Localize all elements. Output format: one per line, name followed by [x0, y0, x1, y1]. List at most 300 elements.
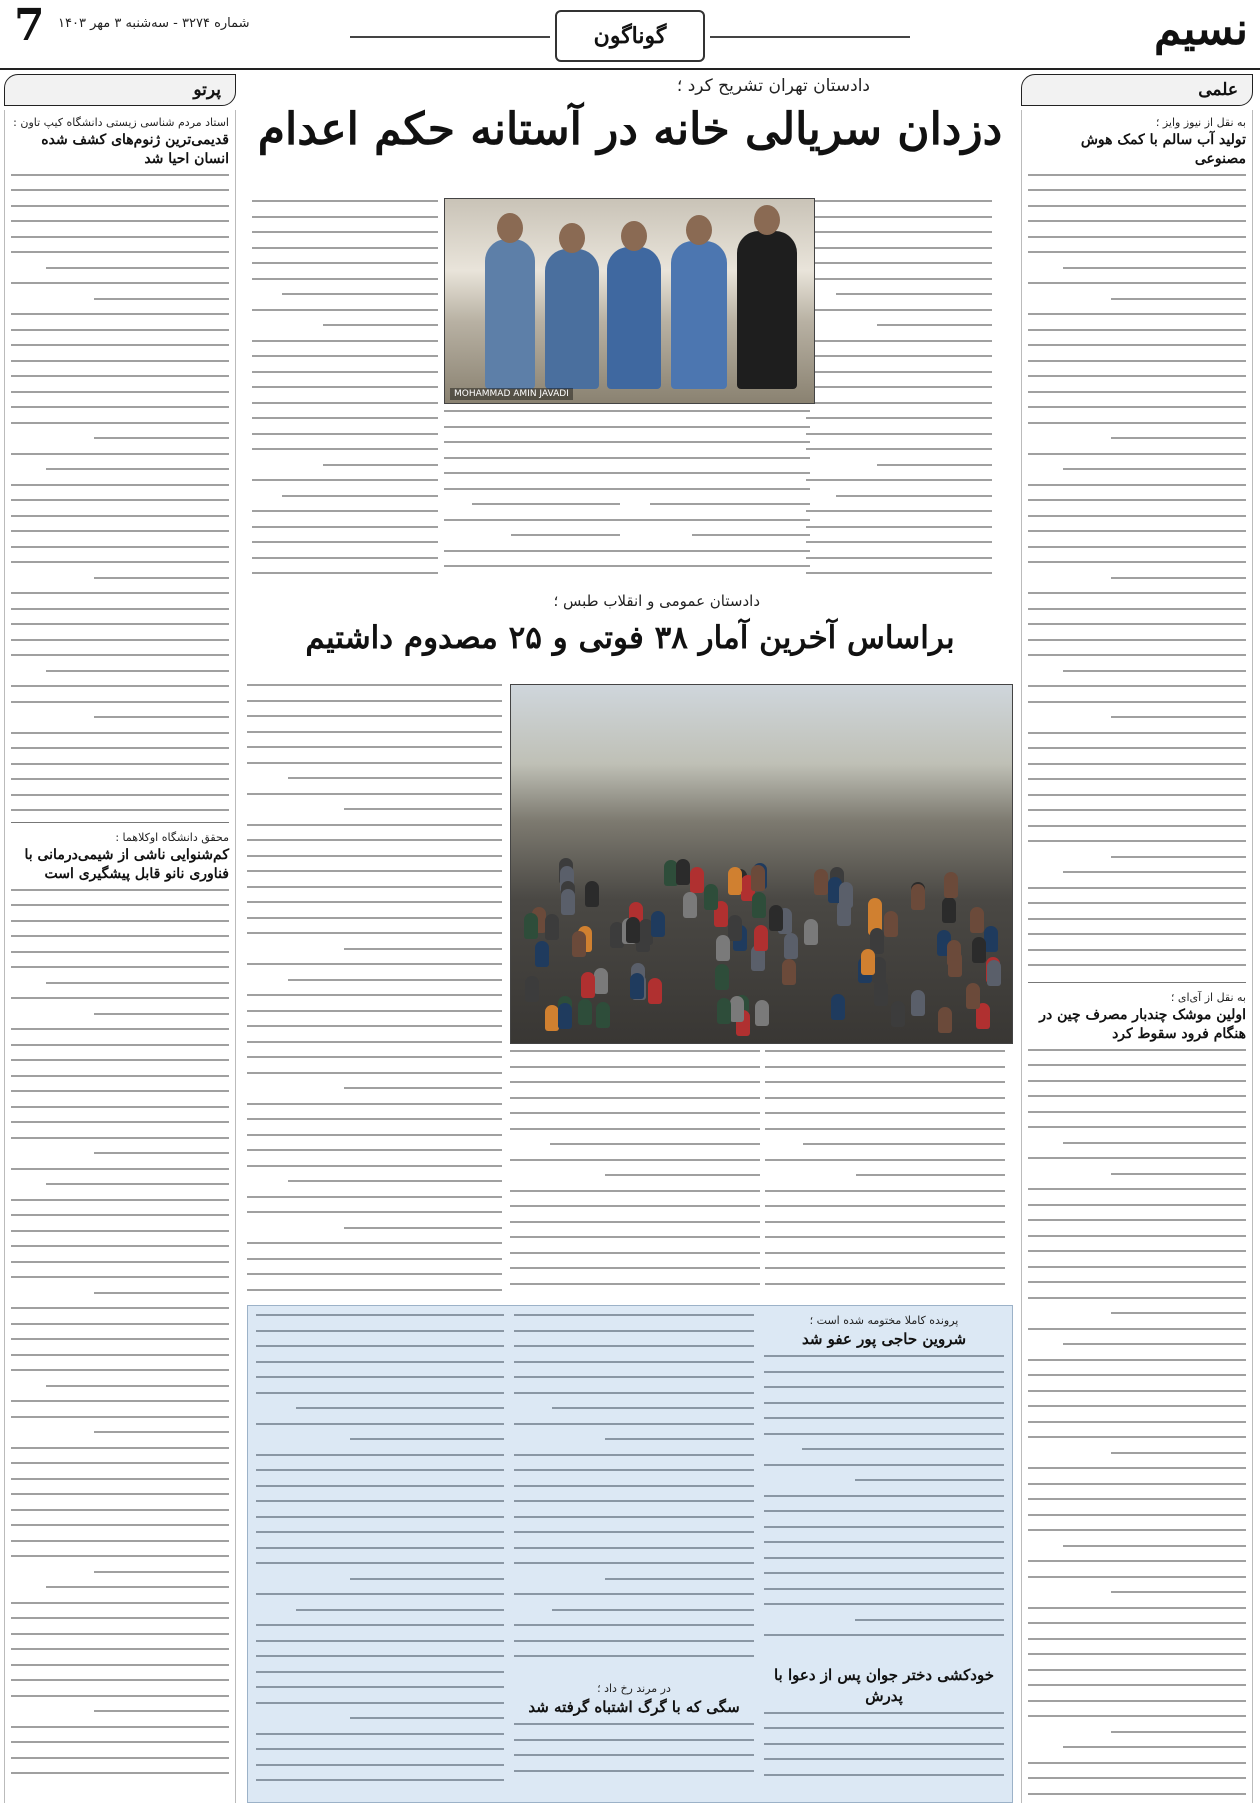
text-line: [350, 1438, 504, 1440]
text-line: [11, 778, 229, 780]
text-line: [288, 979, 502, 981]
text-line: [11, 1509, 229, 1511]
person-head: [621, 221, 647, 251]
text-line: [256, 1748, 504, 1750]
text-line: [1028, 1762, 1246, 1764]
text-line: [764, 1371, 1004, 1373]
text-line: [806, 386, 992, 388]
lead-story-col3: [252, 200, 438, 578]
text-line: [11, 1214, 229, 1216]
text-line: [1028, 499, 1246, 501]
text-line: [11, 1617, 229, 1619]
text-line: [1028, 1235, 1246, 1237]
text-line: [1028, 778, 1246, 780]
text-line: [1063, 267, 1246, 269]
text-line: [514, 1500, 754, 1502]
text-line: [11, 313, 229, 315]
text-line: [514, 1361, 754, 1363]
text-line: [855, 1479, 1004, 1481]
text-line: [620, 519, 810, 521]
crowd-figure: [651, 911, 665, 937]
text-line: [11, 1602, 229, 1604]
text-line: [444, 488, 620, 490]
text-line: [11, 763, 229, 765]
section-title: گوناگون: [555, 10, 705, 62]
text-line: [806, 417, 992, 419]
text-line: [11, 499, 229, 501]
text-line: [514, 1723, 754, 1725]
text-line: [11, 1121, 229, 1123]
text-line: [765, 1283, 1005, 1285]
text-line: [877, 324, 992, 326]
text-line: [252, 557, 438, 559]
lead-story-col2a: [620, 410, 810, 580]
text-line: [1028, 763, 1246, 765]
crowd-figure: [716, 935, 730, 961]
text-line: [510, 1221, 760, 1223]
text-line: [764, 1758, 1004, 1760]
text-line: [282, 293, 438, 295]
text-line: [11, 1106, 229, 1108]
text-line: [514, 1314, 754, 1316]
text-line: [256, 1361, 504, 1363]
text-line: [256, 1485, 504, 1487]
text-line: [1028, 1715, 1246, 1717]
text-line: [620, 457, 810, 459]
crowd-figure: [535, 941, 549, 967]
text-line: [94, 1431, 229, 1433]
text-line: [510, 1205, 760, 1207]
crowd-figure: [525, 976, 539, 1002]
text-line: [803, 1143, 1005, 1145]
text-line: [1028, 1297, 1246, 1299]
text-line: [11, 406, 229, 408]
text-line: [256, 1733, 504, 1735]
text-line: [806, 200, 992, 202]
text-line: [11, 639, 229, 641]
text-line: [806, 402, 992, 404]
second-story-kicker: دادستان عمومی و انقلاب طبس ؛: [553, 592, 760, 610]
text-line: [252, 417, 438, 419]
crowd-figure: [704, 884, 718, 910]
text-line: [765, 1236, 1005, 1238]
text-line: [514, 1330, 754, 1332]
text-line: [1028, 701, 1246, 703]
text-line: [247, 1242, 502, 1244]
text-line: [11, 654, 229, 656]
text-line: [247, 1165, 502, 1167]
text-line: [764, 1588, 1004, 1590]
text-line: [94, 298, 229, 300]
masthead-rule: [710, 36, 910, 38]
text-line: [514, 1640, 754, 1642]
text-line: [1063, 1343, 1246, 1345]
partow-article1-title: قدیمی‌ترین ژنوم‌های کشف شده انسان احیا شد: [41, 132, 229, 167]
text-line: [11, 360, 229, 362]
text-line: [514, 1547, 754, 1549]
text-line: [247, 700, 502, 702]
text-line: [806, 572, 992, 574]
text-line: [256, 1671, 504, 1673]
text-line: [11, 809, 229, 811]
crowd-figure: [683, 892, 697, 918]
text-line: [855, 1619, 1004, 1621]
person-figure: [607, 247, 661, 389]
crowd-figure: [730, 996, 744, 1022]
text-line: [764, 1510, 1004, 1512]
text-line: [692, 534, 810, 536]
text-line: [510, 1081, 760, 1083]
text-line: [620, 410, 810, 412]
text-line: [247, 886, 502, 888]
text-line: [344, 1087, 502, 1089]
text-line: [1028, 654, 1246, 656]
crowd-figure: [717, 998, 731, 1024]
text-line: [11, 1524, 229, 1526]
text-line: [252, 510, 438, 512]
text-line: [11, 1338, 229, 1340]
text-line: [1028, 949, 1246, 951]
text-line: [806, 355, 992, 357]
text-line: [1028, 1498, 1246, 1500]
text-line: [1028, 546, 1246, 548]
second-story-col-a: [765, 1050, 1005, 1298]
text-line: [764, 1464, 1004, 1466]
text-line: [11, 422, 229, 424]
text-line: [1028, 375, 1246, 377]
text-line: [11, 1555, 229, 1557]
text-line: [11, 1354, 229, 1356]
text-line: [620, 441, 810, 443]
text-line: [510, 1159, 760, 1161]
person-head: [559, 223, 585, 253]
text-line: [344, 948, 502, 950]
brief-1-title: شروین حاجی پور عفو شد: [801, 1330, 967, 1348]
crowd-figure: [831, 994, 845, 1020]
text-line: [11, 282, 229, 284]
crowd-figure: [839, 882, 853, 908]
text-line: [836, 495, 992, 497]
text-line: [514, 1655, 754, 1657]
text-line: [806, 510, 992, 512]
science-article1-kicker: به نقل از نیوز وایز ؛: [1155, 116, 1246, 129]
partow-column-label: پرتو: [193, 80, 221, 100]
partow-column-header: [4, 74, 236, 106]
crowd-figure: [630, 973, 644, 999]
text-line: [765, 1159, 1005, 1161]
text-line: [1028, 1638, 1246, 1640]
text-line: [1028, 592, 1246, 594]
text-line: [11, 484, 229, 486]
text-line: [764, 1386, 1004, 1388]
brief-3-kicker: در مرند رخ داد ؛: [597, 1682, 671, 1695]
text-line: [11, 1540, 229, 1542]
science-article2-title: اولین موشک چندبار مصرف چین در هنگام فرود سقوط کرد: [1039, 1006, 1246, 1042]
text-line: [247, 1056, 502, 1058]
text-line: [11, 391, 229, 393]
text-line: [256, 1376, 504, 1378]
text-line: [11, 1137, 229, 1139]
text-line: [46, 982, 229, 984]
crowd-figure: [911, 990, 925, 1016]
crowd-figure: [948, 951, 962, 977]
text-line: [247, 1103, 502, 1105]
text-line: [11, 1400, 229, 1402]
text-line: [1028, 794, 1246, 796]
text-line: [11, 1323, 229, 1325]
text-line: [252, 448, 438, 450]
text-line: [11, 561, 229, 563]
text-line: [252, 526, 438, 528]
crowd-figure: [970, 907, 984, 933]
text-line: [11, 1199, 229, 1201]
text-line: [46, 267, 229, 269]
text-line: [764, 1572, 1004, 1574]
text-line: [11, 966, 229, 968]
text-line: [1028, 391, 1246, 393]
crowd-figure: [561, 889, 575, 915]
text-line: [510, 1236, 760, 1238]
text-line: [11, 515, 229, 517]
text-line: [514, 1454, 754, 1456]
crowd-figure: [596, 1002, 610, 1028]
text-line: [1028, 1374, 1246, 1376]
crowd-figure: [938, 1007, 952, 1033]
text-line: [1028, 1467, 1246, 1469]
text-line: [1028, 1793, 1246, 1795]
text-line: [764, 1727, 1004, 1729]
text-line: [1028, 1204, 1246, 1206]
text-line: [1028, 1700, 1246, 1702]
text-line: [1028, 1328, 1246, 1330]
text-line: [11, 951, 229, 953]
text-line: [247, 932, 502, 934]
text-line: [765, 1221, 1005, 1223]
briefs-box: [247, 1305, 1013, 1803]
text-line: [282, 495, 438, 497]
text-line: [605, 1438, 754, 1440]
text-line: [1111, 1591, 1246, 1593]
second-story-photo: [510, 684, 1013, 1044]
text-line: [11, 1695, 229, 1697]
text-line: [806, 371, 992, 373]
text-line: [764, 1712, 1004, 1714]
crowd-figure: [690, 867, 704, 893]
text-line: [1028, 840, 1246, 842]
text-line: [256, 1392, 504, 1394]
text-line: [836, 293, 992, 295]
partow-article2-title: کم‌شنوایی ناشی از شیمی‌درمانی با فناوری نانو قابل پیشگیری است: [24, 846, 229, 882]
article-divider: [11, 822, 229, 823]
crowd-figure: [558, 1003, 572, 1029]
text-line: [11, 205, 229, 207]
brief-1: [764, 1314, 1004, 1796]
crowd-figure: [861, 949, 875, 975]
text-line: [11, 251, 229, 253]
text-line: [11, 1028, 229, 1030]
text-line: [1111, 298, 1246, 300]
text-line: [247, 1025, 502, 1027]
partow-article2-body: [11, 889, 229, 1779]
text-line: [247, 1072, 502, 1074]
person-head: [497, 213, 523, 243]
lead-story-headline: دزدان سریالی خانه در آستانه حکم اعدام: [257, 104, 1003, 155]
text-line: [510, 1283, 760, 1285]
masthead-rule: [350, 36, 550, 38]
text-line: [764, 1526, 1004, 1528]
text-line: [11, 920, 229, 922]
text-line: [350, 1578, 504, 1580]
text-line: [252, 200, 438, 202]
text-line: [806, 231, 992, 233]
text-line: [94, 1571, 229, 1573]
text-line: [247, 1134, 502, 1136]
text-line: [252, 278, 438, 280]
text-line: [1028, 251, 1246, 253]
text-line: [11, 1462, 229, 1464]
text-line: [288, 777, 502, 779]
text-line: [1028, 732, 1246, 734]
text-line: [510, 1066, 760, 1068]
partow-article1-body: [11, 174, 229, 814]
text-line: [256, 1454, 504, 1456]
crowd-figure: [545, 1005, 559, 1031]
text-line: [247, 824, 502, 826]
text-line: [247, 963, 502, 965]
crowd-figure: [972, 937, 986, 963]
text-line: [764, 1433, 1004, 1435]
text-line: [247, 917, 502, 919]
text-line: [256, 1314, 504, 1316]
text-line: [514, 1469, 754, 1471]
text-line: [11, 1679, 229, 1681]
text-line: [764, 1743, 1004, 1745]
text-line: [764, 1417, 1004, 1419]
text-line: [11, 701, 229, 703]
text-line: [11, 1478, 229, 1480]
text-line: [1028, 1576, 1246, 1578]
text-line: [1028, 406, 1246, 408]
text-line: [1028, 1188, 1246, 1190]
crowd-figure: [874, 980, 888, 1006]
text-line: [11, 329, 229, 331]
text-line: [1028, 639, 1246, 641]
text-line: [344, 1227, 502, 1229]
text-line: [350, 1717, 504, 1719]
text-line: [256, 1516, 504, 1518]
text-line: [247, 839, 502, 841]
text-line: [806, 262, 992, 264]
text-line: [1028, 1622, 1246, 1624]
text-line: [1028, 933, 1246, 935]
text-line: [806, 309, 992, 311]
text-line: [252, 216, 438, 218]
text-line: [806, 278, 992, 280]
text-line: [11, 732, 229, 734]
text-line: [256, 1764, 504, 1766]
text-line: [1028, 887, 1246, 889]
text-line: [806, 433, 992, 435]
partow-article1-kicker: استاد مردم شناسی زیستی دانشگاه کیپ تاون :: [13, 116, 229, 129]
text-line: [511, 534, 620, 536]
text-line: [444, 426, 620, 428]
text-line: [247, 1196, 502, 1198]
text-line: [510, 1112, 760, 1114]
text-line: [1028, 1064, 1246, 1066]
partow-column: [4, 110, 236, 1803]
article-divider: [1028, 982, 1246, 983]
text-line: [46, 468, 229, 470]
crowd-figure: [572, 931, 586, 957]
text-line: [1028, 1653, 1246, 1655]
text-line: [514, 1423, 754, 1425]
text-line: [247, 1258, 502, 1260]
crowd-figure: [751, 865, 765, 891]
text-line: [806, 247, 992, 249]
text-line: [1063, 670, 1246, 672]
text-line: [247, 1149, 502, 1151]
text-line: [765, 1081, 1005, 1083]
text-line: [11, 1757, 229, 1759]
person-figure: [671, 241, 727, 389]
crowd-figure: [769, 905, 783, 931]
text-line: [514, 1624, 754, 1626]
text-line: [252, 433, 438, 435]
crowd-figure: [728, 915, 742, 941]
text-line: [1028, 189, 1246, 191]
text-line: [256, 1562, 504, 1564]
text-line: [1028, 1390, 1246, 1392]
text-line: [764, 1495, 1004, 1497]
crowd-figure: [626, 917, 640, 943]
text-line: [46, 1586, 229, 1588]
text-line: [1028, 484, 1246, 486]
text-line: [247, 855, 502, 857]
text-line: [514, 1516, 754, 1518]
issue-info: شماره ۳۲۷۴ - سه‌شنبه ۳ مهر ۱۴۰۳: [58, 16, 250, 31]
text-line: [806, 340, 992, 342]
second-story-headline: براساس آخرین آمار ۳۸ فوتی و ۲۵ مصدوم داشتیم: [305, 620, 955, 656]
text-line: [1028, 825, 1246, 827]
science-article1-title: تولید آب سالم با کمک هوش مصنوعی: [1080, 132, 1246, 167]
text-line: [247, 684, 502, 686]
text-line: [252, 355, 438, 357]
crowd-figure: [715, 964, 729, 990]
person-figure: [545, 249, 599, 389]
lead-story-kicker: دادستان تهران تشریح کرد ؛: [676, 76, 870, 96]
crowd-figure: [728, 867, 742, 893]
text-line: [11, 904, 229, 906]
text-line: [11, 1633, 229, 1635]
science-article2-kicker: به نقل از آی‌ای ؛: [1170, 990, 1246, 1004]
text-line: [1028, 747, 1246, 749]
text-line: [11, 1741, 229, 1743]
text-line: [514, 1754, 754, 1756]
text-line: [94, 716, 229, 718]
text-line: [806, 541, 992, 543]
person-head: [686, 215, 712, 245]
text-line: [1028, 1421, 1246, 1423]
text-line: [11, 1369, 229, 1371]
text-line: [11, 344, 229, 346]
text-line: [11, 1245, 229, 1247]
text-line: [1028, 902, 1246, 904]
text-line: [1028, 236, 1246, 238]
text-line: [620, 472, 810, 474]
page-number: 7: [14, 0, 45, 51]
text-line: [1111, 1731, 1246, 1733]
text-line: [605, 1174, 760, 1176]
